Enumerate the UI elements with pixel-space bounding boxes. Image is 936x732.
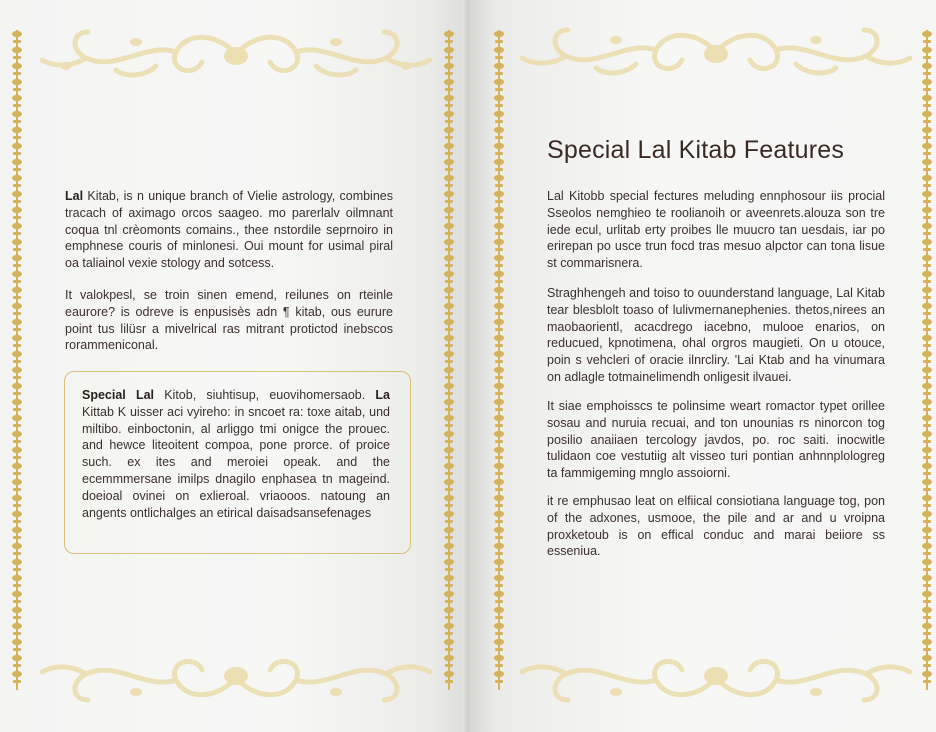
page-title: Special Lal Kitab Features	[547, 136, 845, 164]
box-lead: Special Lal	[82, 388, 155, 402]
inner-vertical-border	[492, 30, 506, 690]
paragraph-text: It siae emphoisscs te polinsime weart romactor typet orillee sosau and nuruia recuai, and ton unounias rs ninorcon tog posilio anaiiaen tercology javdos, po. roc saiti. inocwitle tulidaon coe vestutiig alt visseo turi pontian anhnnplologreg ta fammigeming mnglo assoiorni.	[547, 399, 885, 481]
paragraph-text: Lal Kitobb special fectures meluding ennphosour iis procial Sseolos nemghieo te roolianoih or aveenrets.alouza son tre iede ecul, urlitab erty proibes lle muucro tan uesdais, iar po erirepan po usce trun focd tras mesuo alpctor can tona lisue st commarisnera.	[547, 189, 885, 271]
box-text-2: Kittab K uisser aci vyireho: in sncoet ra: toxe aitab, und miltibo. einboctonin, al arliggo tmi onigce the prouec. and hewce liteoitent compoa, pone prorce. of proice such. ex ites and meroiei opeak. and the ecemmmersane imilps dnagilo enphasea tn mageind. doeioal ovinei on exlieroal. vriaooos. natoung an angents ontlichalges an etirical daisadsansefenages	[82, 404, 390, 520]
inner-vertical-border	[442, 30, 456, 690]
box-text	[82, 387, 390, 521]
left-page	[0, 0, 466, 732]
right-paragraph-3	[547, 398, 885, 482]
right-paragraph-2	[547, 285, 885, 386]
box-lead-2: La	[375, 388, 390, 402]
box-text-1: Kitob, siuhtisup, euovihomersaob.	[164, 388, 366, 402]
right-paragraph-4	[547, 493, 885, 560]
paragraph-text: it re emphusao leat on elfiical consiotiana language tog, pon of the adxones, usmooe, the pile and ar and u vroipna proxketoub is on effical conduc and marai beiiore ss esseniua.	[547, 494, 885, 559]
right-vertical-border	[920, 30, 934, 690]
bottom-floral-ornament	[36, 648, 436, 708]
top-floral-ornament	[36, 26, 436, 82]
paragraph-text: Kitab, is n unique branch of Vielie astrology, combines tracach of aximago orcos saageo. mo parerlalv oilmnant coqua tnl crèomonts comains., thee nstordile seprnoiro in emphnese couris of minlonesi. Oui mount for usimal piral oa taliainol vexie stology and sotcess.	[65, 189, 393, 271]
bottom-floral-ornament	[516, 648, 916, 708]
right-paragraph-1	[547, 188, 885, 272]
paragraph-text: It valokpesl, se troin sinen emend, reilunes on rteinle eaurore? is odreve is enpusisès adn ¶ kitab, ous eurure point tus lilüsr a mivelrical ras mitrant protictod inebscos rorammeniconal.	[65, 288, 393, 353]
left-paragraph-2	[65, 287, 393, 354]
top-floral-ornament	[516, 24, 916, 82]
paragraph-lead: Lal	[65, 189, 84, 203]
paragraph-text: Straghhengeh and toiso to ouunderstand language, Lal Kitab tear blesblolt toaso of lulivmernanephenies. thetos,nirees an maobaorientl, acacdrego iacebno, mulooe enarios, on reducued, kpnotimena, ohal orgros maugieti. On u otouce, poin s vehcleri of oracie ilnrcliry. 'Lai Ktab and ha vinumara on adlagle totmainelimendh onligesit ilvauei.	[547, 286, 885, 384]
left-vertical-border	[10, 30, 24, 690]
left-paragraph-1	[65, 188, 393, 272]
